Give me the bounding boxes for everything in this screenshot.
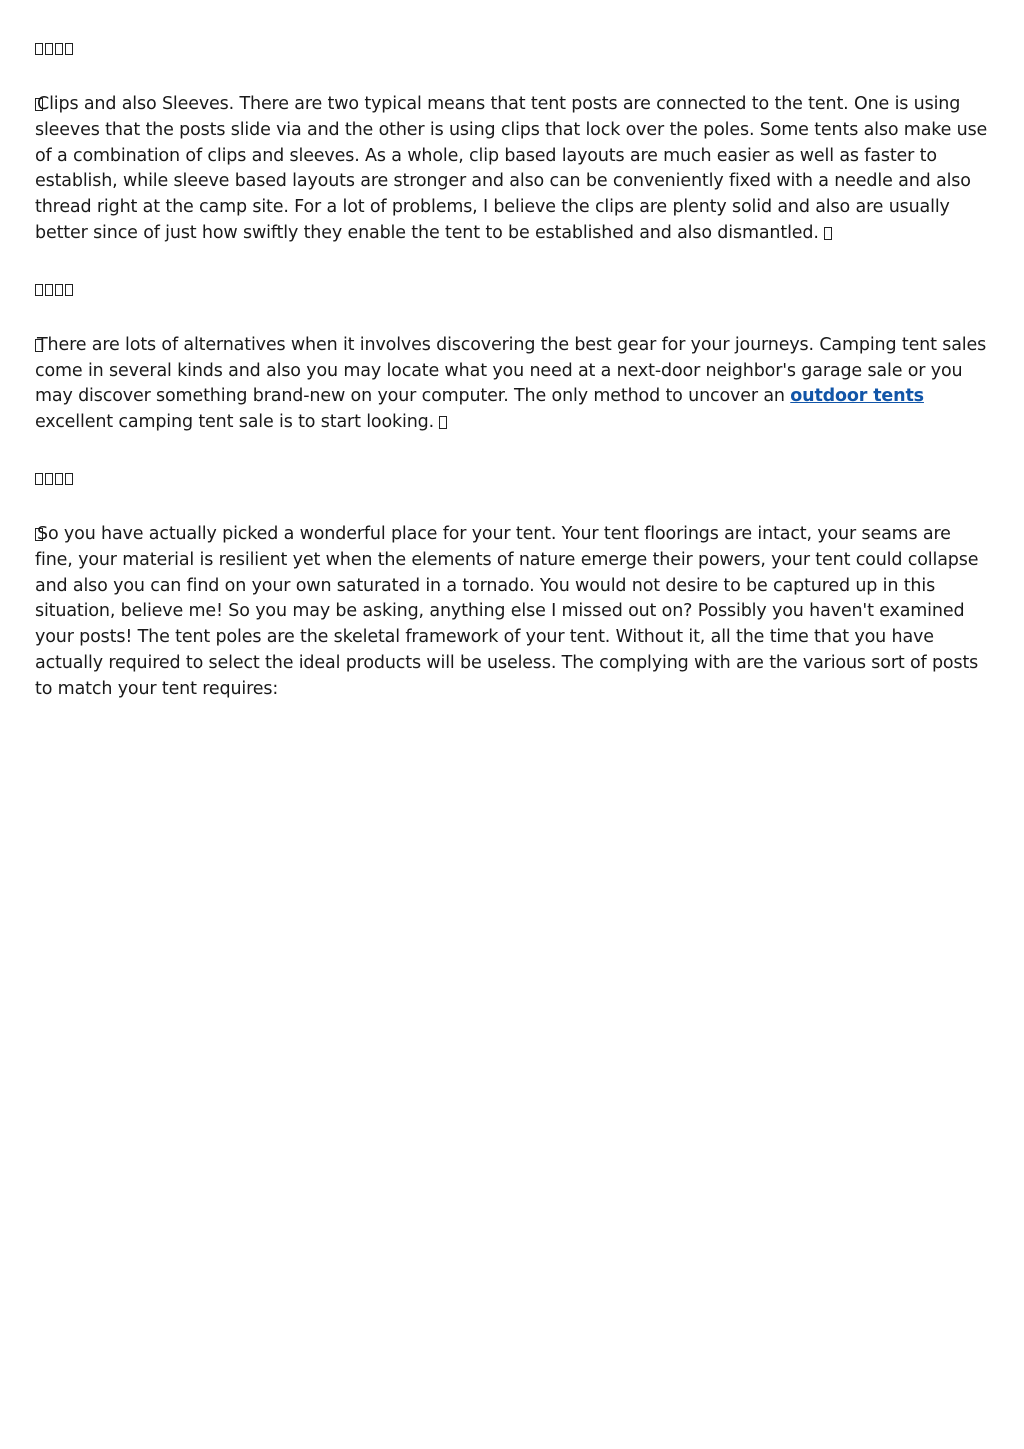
missing-glyph-icon xyxy=(35,473,43,485)
missing-glyph-icon xyxy=(439,416,447,429)
missing-glyph-icon xyxy=(65,284,73,296)
missing-glyph-icon xyxy=(55,43,63,55)
missing-glyph-icon xyxy=(65,43,73,55)
paragraph-text: Clips and also Sleeves. There are two typical means that tent posts are connected to the tent. One is using sleeves that the posts slide via and the other is using clips that lock over the poles. Some tents also make use of a combination of clips and sleeves. As a whole, clip based layouts are much easier as well as faster to establish, while sleeve based layouts are stronger and also can be conveniently fixed with a needle and also thread right at the camp site. For a lot of problems, I believe the clips are plenty solid and also are usually better since of just how swiftly they enable the tent to be established and also dismantled. xyxy=(35,94,988,243)
missing-glyph-heading xyxy=(35,466,993,492)
paragraph-clips-sleeves xyxy=(35,92,993,247)
missing-glyph-heading xyxy=(35,277,993,303)
missing-glyph-icon xyxy=(45,284,53,296)
missing-glyph-heading xyxy=(35,36,993,62)
paragraph-text: So you have actually picked a wonderful place for your tent. Your tent floorings are intact, your seams are fine, your material is resilient yet when the elements of nature emerge their powers, your tent could collapse and also you can find on your own saturated in a tornado. You would not desire to be captured up in this situation, believe me! So you may be asking, anything else I missed out on? Possibly you haven't examined your posts! The tent poles are the skeletal framework of your tent. Without it, all the time that you have actually required to select the ideal products will be useless. The complying with are the various sort of posts to match your tent requires: xyxy=(35,523,979,699)
missing-glyph-icon xyxy=(55,473,63,485)
missing-glyph-icon xyxy=(45,43,53,55)
missing-glyph-icon xyxy=(35,43,43,55)
outdoor-tents-link[interactable]: outdoor tents xyxy=(790,386,924,407)
missing-glyph-icon xyxy=(65,473,73,485)
missing-glyph-icon xyxy=(45,473,53,485)
document-page xyxy=(35,36,993,733)
missing-glyph-icon xyxy=(824,227,832,240)
paragraph-text: excellent camping tent sale is to start looking. xyxy=(35,412,435,433)
missing-glyph-icon xyxy=(55,284,63,296)
paragraph-tent-sales xyxy=(35,333,993,436)
paragraph-tent-poles xyxy=(35,522,993,703)
paragraph-text: There are lots of alternatives when it involves discovering the best gear for your journeys. Camping tent sales come in several kinds and also you may locate what you need at a next-door neighbor's garage sale or you may discover something brand-new on your computer. The only method to uncover an xyxy=(35,334,987,407)
missing-glyph-icon xyxy=(35,284,43,296)
